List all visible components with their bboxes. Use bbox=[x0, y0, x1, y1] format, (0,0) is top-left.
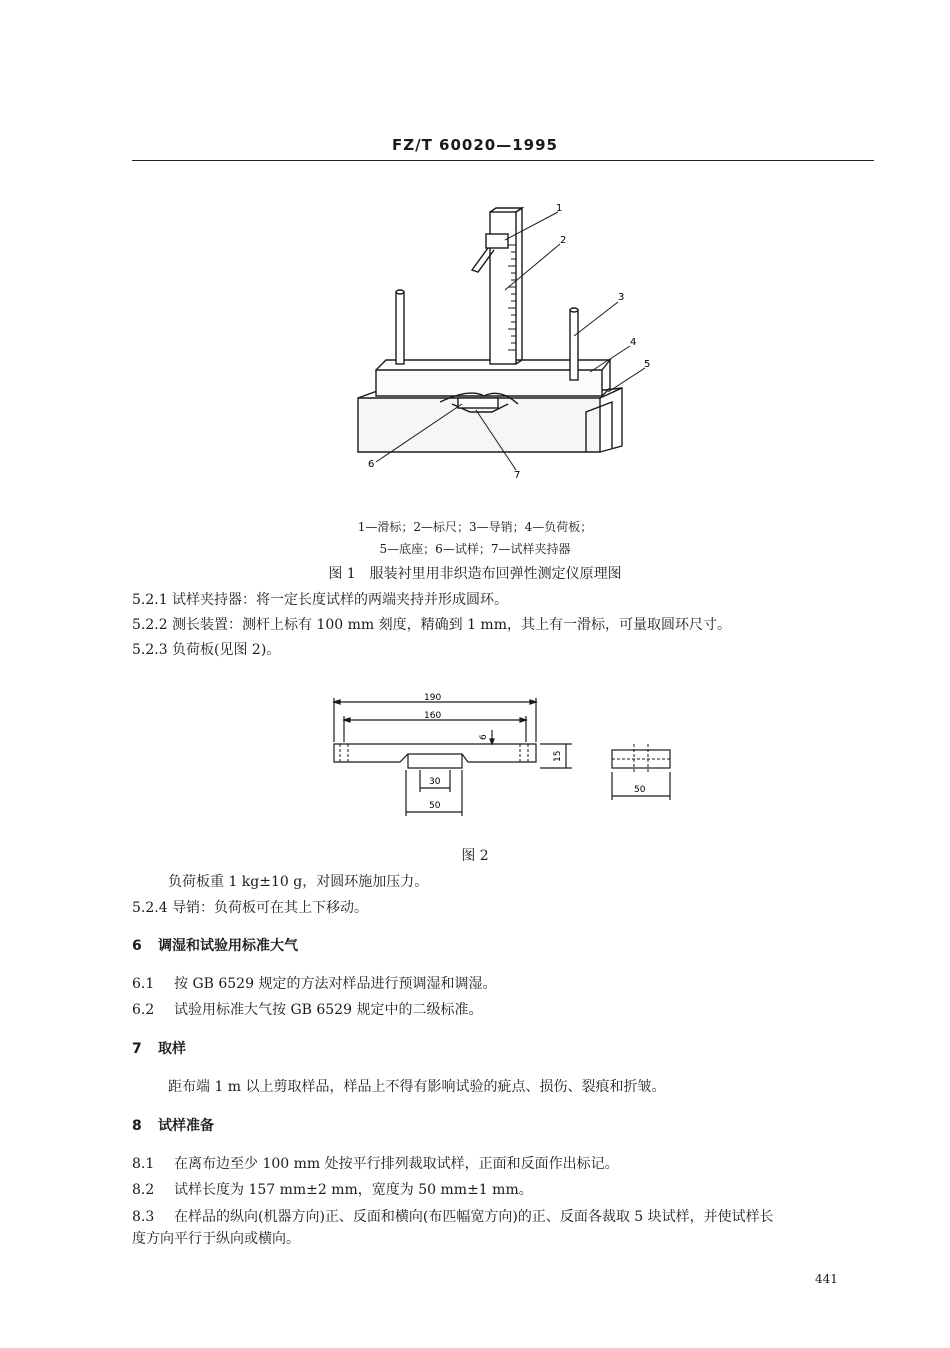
section-title: 取样 bbox=[158, 1041, 186, 1057]
clause-8-3 bbox=[132, 1206, 774, 1226]
dim-6: 6 bbox=[479, 734, 489, 740]
clause-6-1 bbox=[132, 973, 496, 993]
section-number: 8 bbox=[132, 1118, 142, 1134]
clause-5-2-2 bbox=[132, 614, 731, 634]
clause-number: 6.1 bbox=[132, 976, 155, 992]
clause-text: 负荷板(见图 2)。 bbox=[172, 642, 281, 658]
clause-8-1 bbox=[132, 1153, 619, 1173]
callout-7: 7 bbox=[514, 470, 521, 481]
clause-text: 测长装置：测杆上标有 100 mm 刻度，精确到 1 mm，其上有一滑标，可量取圆环尺寸。 bbox=[172, 617, 731, 633]
figure-1-drawing bbox=[0, 0, 950, 520]
dim-15: 15 bbox=[553, 750, 563, 762]
clause-6-2 bbox=[132, 999, 482, 1019]
clause-5-2-3 bbox=[132, 639, 280, 659]
guide-pin-left bbox=[396, 292, 404, 364]
clause-8-3-continuation: 度方向平行于纵向或横向。 bbox=[132, 1231, 300, 1247]
clause-8-2 bbox=[132, 1179, 533, 1199]
dim-50-side: 50 bbox=[634, 785, 646, 795]
specimen-clamp bbox=[458, 398, 498, 408]
dim-160: 160 bbox=[424, 711, 442, 721]
clause-number: 5.2.1 bbox=[132, 592, 168, 608]
clause-number: 8.2 bbox=[132, 1182, 155, 1198]
dim-50-boss: 50 bbox=[429, 801, 441, 811]
figure-1-legend-line-2: 5—底座；6—试样；7—试样夹持器 bbox=[379, 542, 571, 556]
clause-number: 6.2 bbox=[132, 1002, 155, 1018]
clause-text: 按 GB 6529 规定的方法对样品进行预调湿和调湿。 bbox=[174, 976, 497, 992]
figure-2-drawing bbox=[0, 680, 950, 830]
plate-side-view bbox=[612, 750, 670, 768]
clause-7-text: 距布端 1 m 以上剪取样品，样品上不得有影响试验的疵点、损伤、裂痕和折皱。 bbox=[168, 1079, 666, 1095]
section-6-heading bbox=[132, 935, 298, 955]
section-number: 6 bbox=[132, 938, 142, 954]
callout-3: 3 bbox=[618, 292, 625, 303]
clause-text: 试样夹持器：将一定长度试样的两端夹持并形成圆环。 bbox=[172, 592, 508, 608]
plate-top-bar bbox=[334, 744, 536, 762]
clause-text: 导销：负荷板可在其上下移动。 bbox=[172, 900, 368, 916]
clause-5-2-4 bbox=[132, 897, 368, 917]
guide-pin-right bbox=[570, 310, 578, 380]
callout-4: 4 bbox=[630, 337, 637, 348]
dim-30: 30 bbox=[429, 777, 441, 787]
callout-2: 2 bbox=[560, 235, 567, 246]
callout-5: 5 bbox=[644, 359, 651, 370]
page-number: 441 bbox=[815, 1272, 838, 1286]
section-title: 调湿和试验用标准大气 bbox=[158, 938, 298, 954]
load-weight-text: 负荷板重 1 kg±10 g，对圆环施加压力。 bbox=[168, 874, 429, 890]
standard-code-header: FZ/T 60020—1995 bbox=[392, 136, 558, 154]
slider bbox=[486, 234, 508, 248]
figure-1-caption: 图 1 服装衬里用非织造布回弹性测定仪原理图 bbox=[328, 566, 622, 582]
callout-1: 1 bbox=[556, 203, 563, 214]
clause-number: 8.1 bbox=[132, 1156, 155, 1172]
dim-190: 190 bbox=[424, 693, 442, 703]
clause-number: 5.2.4 bbox=[132, 900, 168, 916]
callout-6: 6 bbox=[368, 459, 375, 470]
clause-number: 5.2.3 bbox=[132, 642, 168, 658]
section-7-heading bbox=[132, 1038, 186, 1058]
base-side bbox=[600, 388, 622, 452]
clause-text: 在样品的纵向(机器方向)正、反面和横向(布匹幅宽方向)的正、反面各裁取 5 块试样，并使试样长 bbox=[174, 1209, 774, 1225]
figure-2-caption: 图 2 bbox=[461, 848, 489, 864]
section-title: 试样准备 bbox=[158, 1118, 214, 1134]
section-number: 7 bbox=[132, 1041, 142, 1057]
clause-number: 5.2.2 bbox=[132, 617, 168, 633]
clause-text: 试验用标准大气按 GB 6529 规定中的二级标准。 bbox=[174, 1002, 483, 1018]
clause-text: 在离布边至少 100 mm 处按平行排列裁取试样，正面和反面作出标记。 bbox=[174, 1156, 619, 1172]
clause-text: 试样长度为 157 mm±2 mm，宽度为 50 mm±1 mm。 bbox=[174, 1182, 533, 1198]
clause-5-2-1 bbox=[132, 589, 508, 609]
load-plate-front bbox=[376, 370, 602, 396]
clause-number: 8.3 bbox=[132, 1209, 155, 1225]
figure-1-legend-line-1: 1—滑标；2—标尺；3—导销；4—负荷板； bbox=[357, 520, 593, 534]
section-8-heading bbox=[132, 1115, 214, 1135]
